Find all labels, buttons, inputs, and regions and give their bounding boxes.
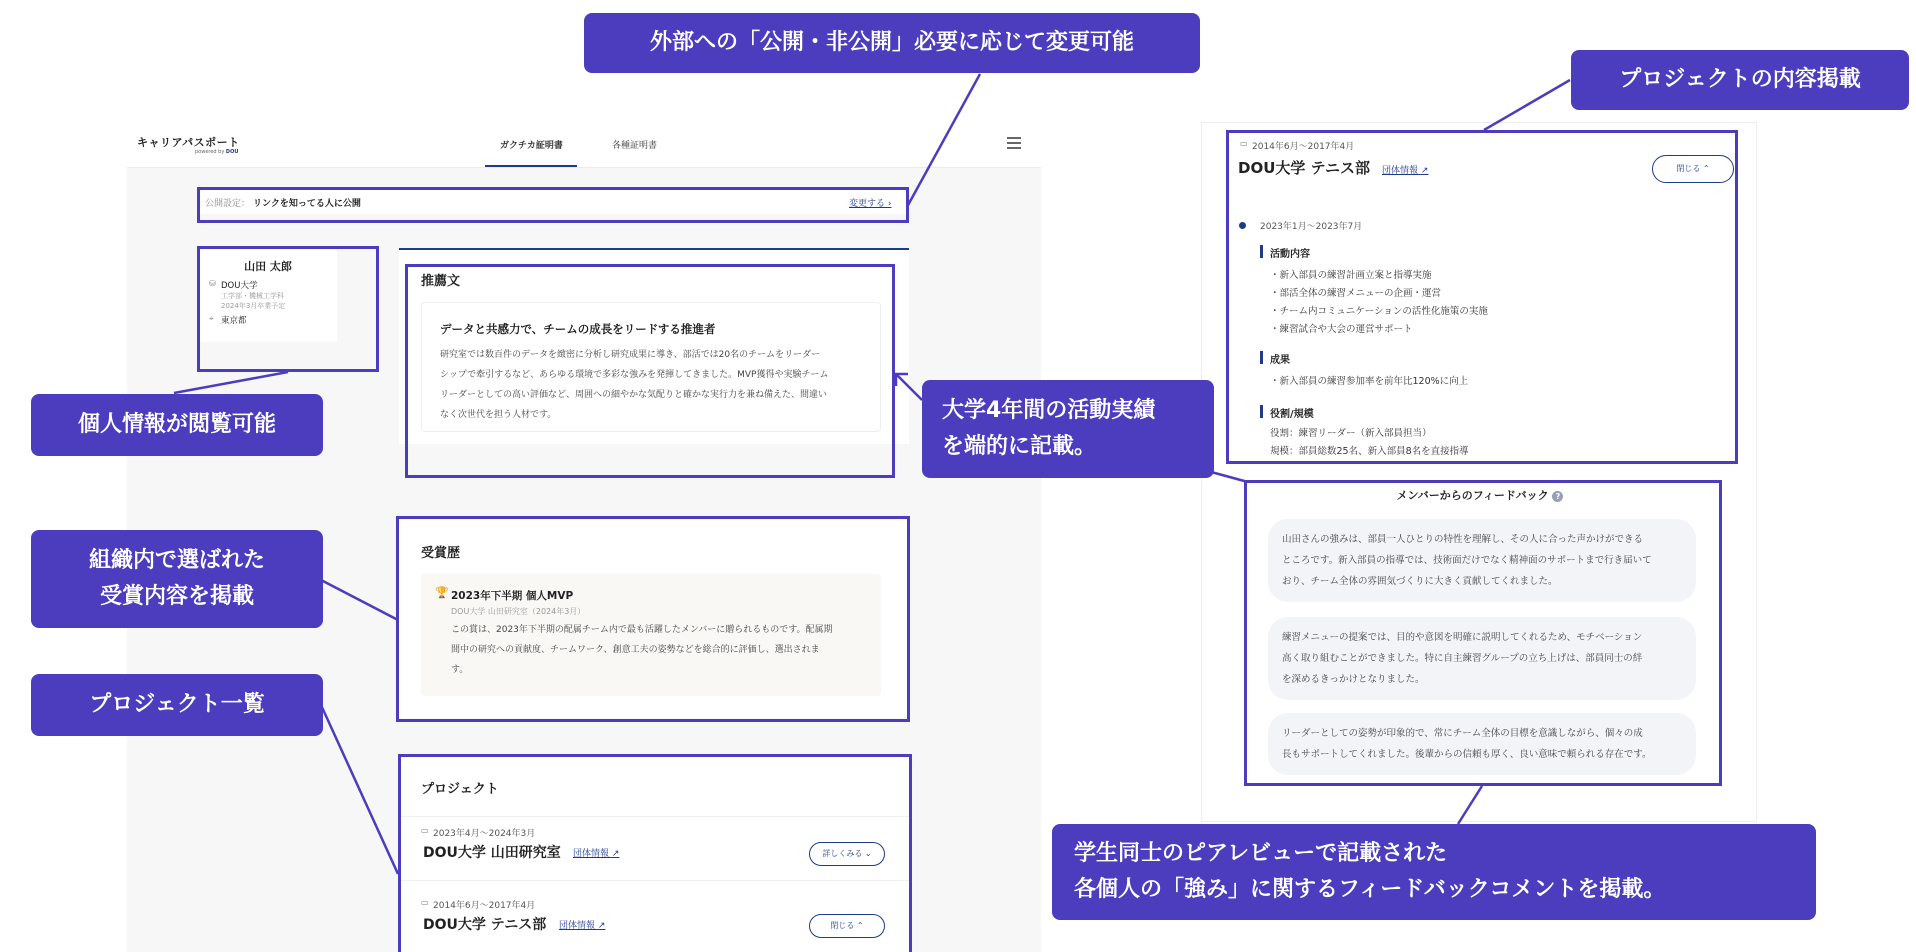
feedback-highlight-frame <box>1244 480 1722 786</box>
feedback-comment: 山田さんの強みは、部員一人ひとりの特性を理解し、その人に合った声かけができる ところです。新入部員の指導では、技術面だけでなく精神面のサポートまで行き届いて おり、チーム全体の雰囲気づくりに大きく貢献してくれました。 <box>1268 519 1696 602</box>
external-link-icon: ↗ <box>611 849 620 859</box>
role-info: 役割：練習リーダー（新入部員担当） 規模：部員総数25名、新入部員8名を直接指導 <box>1270 428 1469 457</box>
recommendation-headline: データと共感力で、チームの成長をリードする推進者 <box>440 322 716 336</box>
connector-line <box>321 580 398 620</box>
feedback-title: メンバーからのフィードバック ? <box>1202 487 1758 503</box>
connector-line <box>321 705 398 874</box>
visibility-label: 公開設定： <box>205 199 251 209</box>
awards-highlight-frame <box>396 516 910 722</box>
trophy-icon: 🏆 <box>435 586 449 599</box>
school-icon: ⛁ <box>209 279 216 288</box>
callout-visibility: 外部への「公開・非公開」必要に応じて変更可能 <box>584 13 1200 73</box>
external-link-icon: ↗ <box>1420 166 1429 176</box>
profile-faculty: 工学部・機械工学科 <box>221 292 284 300</box>
callout-activities: 大学4年間の活動実績 を端的に記載。 <box>922 380 1214 478</box>
location-pin-icon: ⌖ <box>209 314 214 323</box>
project-1-org-link[interactable]: 団体情報 ↗ <box>573 849 620 859</box>
calendar-icon: ▭ <box>421 898 429 907</box>
project-2-close-button[interactable]: 閉じる ⌃ <box>809 914 885 938</box>
recommendation-body: 研究室では数百件のデータを緻密に分析し研究成果に導き、部活では20名のチームをリーダー シップで牽引するなど、あらゆる環境で多彩な強みを発揮してきました。MVP獲得や実験チーム リーダーとしての高い評価など、周囲への細やかな気配りと確かな実行力を兼ね備えた、間違い なく次世代を担う人材です。 <box>440 350 829 420</box>
awards-section-title: 受賞歴 <box>421 546 461 561</box>
callout-project-content: プロジェクトの内容掲載 <box>1571 50 1909 110</box>
project-2-org-link[interactable]: 団体情報 ↗ <box>559 921 606 931</box>
profile-university: DOU大学 <box>221 281 258 291</box>
connector-line <box>174 372 288 393</box>
detail-project-name: DOU大学 テニス部 <box>1238 159 1371 177</box>
callout-awards: 組織内で選ばれた 受賞内容を掲載 <box>31 530 323 628</box>
project-1-details-button[interactable]: 詳しくみる ⌄ <box>809 842 885 866</box>
project-detail-highlight-frame <box>1226 130 1738 464</box>
project-1-name: DOU大学 山田研究室 <box>423 845 561 861</box>
award-title: 2023年下半期 個人MVP <box>451 590 574 602</box>
connector-line <box>907 74 980 207</box>
profile-highlight-frame <box>197 246 379 372</box>
change-visibility-link[interactable]: 変更する › <box>849 199 892 209</box>
callout-peer-review: 学生同士のピアレビューで記載された 各個人の「強み」に関するフィードバックコメントを掲載。 <box>1052 824 1816 920</box>
feedback-comment: リーダーとしての姿勢が印象的で、常にチーム全体の目標を意識しながら、個々の成 長もサポートしてくれました。後輩からの信頼も厚く、良い意味で頼られる存在です。 <box>1268 713 1696 775</box>
project-2-name: DOU大学 テニス部 <box>423 917 547 933</box>
visibility-value: リンクを知ってる人に公開 <box>253 199 361 209</box>
detail-period: 2023年1月〜2023年7月 <box>1260 222 1363 232</box>
projects-section-title: プロジェクト <box>421 782 499 797</box>
feedback-comment: 練習メニューの提案では、目的や意図を明確に説明してくれるため、モチベーション 高く取り組むことができました。特に自主練習グループの立ち上げは、部員同士の絆 を深めるきっかけとなりました。 <box>1268 617 1696 700</box>
connector-line <box>1458 786 1482 824</box>
connector-line <box>1484 80 1570 130</box>
award-description: この賞は、2023年下半期の配属チーム内で最も活躍したメンバーに贈られるものです。配属期 間中の研究への貢献度、チームワーク、創意工夫の姿勢などを総合的に評価し、選出されま す。 <box>451 625 833 675</box>
results-list: ・新入部員の練習参加率を前年比120%に向上 <box>1270 376 1469 387</box>
activities-title: 活動内容 <box>1270 249 1310 260</box>
project-2-date: 2014年6月〜2017年4月 <box>433 901 536 911</box>
profile-name: 山田 太郎 <box>244 260 292 273</box>
award-org: DOU大学 山田研究室（2024年3月） <box>451 607 586 616</box>
recommendation-section-title: 推薦文 <box>421 274 461 289</box>
external-link-icon: ↗ <box>597 921 606 931</box>
callout-project-list: プロジェクト一覧 <box>31 674 323 736</box>
logo-powered-by: powered by DOU <box>195 149 239 155</box>
projects-highlight-frame <box>398 754 912 952</box>
profile-location: 東京都 <box>221 316 247 326</box>
results-title: 成果 <box>1270 355 1290 366</box>
project-1-date: 2023年4月〜2024年3月 <box>433 829 536 839</box>
app-logo[interactable]: キャリアパスポート <box>137 136 240 149</box>
visibility-highlight-frame <box>197 187 909 223</box>
detail-close-button[interactable]: 閉じる ⌃ <box>1652 155 1734 183</box>
profile-graduation: 2024年3月卒業予定 <box>221 302 286 310</box>
arrow-line <box>896 374 922 400</box>
calendar-icon: ▭ <box>421 826 429 835</box>
detail-org-link[interactable]: 団体情報 ↗ <box>1382 166 1429 176</box>
help-icon[interactable]: ? <box>1552 491 1563 502</box>
tab-gakuchika-certificate[interactable]: ガクチカ証明書 <box>500 141 563 151</box>
tab-various-certificates[interactable]: 各種証明書 <box>612 141 658 151</box>
detail-date: 2014年6月〜2017年4月 <box>1252 142 1355 152</box>
calendar-icon: ▭ <box>1240 139 1248 148</box>
activities-list: ・新入部員の練習計画立案と指導実施 ・部活全体の練習メニューの企画・運営 ・チーム内コミュニケーションの活性化施策の実施 ・練習試合や大会の運営サポート <box>1270 270 1488 335</box>
recommendation-highlight-frame <box>405 264 895 478</box>
role-title: 役割/規模 <box>1270 409 1314 420</box>
callout-personal-info: 個人情報が閲覧可能 <box>31 394 323 456</box>
